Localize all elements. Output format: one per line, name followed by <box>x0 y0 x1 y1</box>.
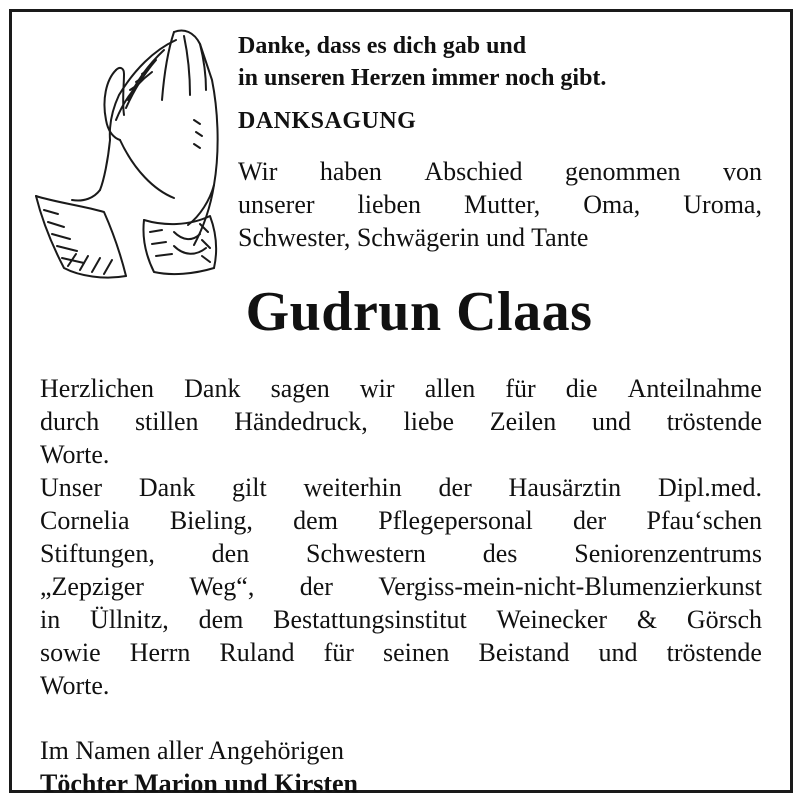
text-line <box>40 603 762 636</box>
word: & <box>636 605 658 634</box>
word: dem <box>198 605 244 634</box>
word: für <box>323 638 354 667</box>
word: Vergiss-mein-nicht-Blumenzierkunst <box>378 572 762 601</box>
word: gilt <box>232 473 267 502</box>
word: für <box>505 374 536 403</box>
word: der <box>299 572 333 601</box>
text-line <box>40 504 762 537</box>
text-line <box>238 221 762 254</box>
word: der <box>573 506 607 535</box>
word: genommen <box>565 157 681 186</box>
paragraph-1 <box>40 372 762 471</box>
word: „Zepziger <box>40 572 144 601</box>
word: Unser <box>40 473 103 502</box>
word: Görsch <box>686 605 762 634</box>
word: Abschied <box>424 157 523 186</box>
word: haben <box>319 157 382 186</box>
word: Dank <box>138 473 196 502</box>
word: von <box>722 157 762 186</box>
word: seinen <box>383 638 450 667</box>
text-line <box>40 471 762 504</box>
text-line <box>40 570 762 603</box>
word: unserer <box>238 190 315 219</box>
word: Dank <box>184 374 241 403</box>
word: tröstende <box>666 407 762 436</box>
word: stillen <box>134 407 199 436</box>
word: Schwestern <box>306 539 426 568</box>
word: Anteilnahme <box>627 374 762 403</box>
word: Uroma, <box>683 190 762 219</box>
text-line <box>40 537 762 570</box>
word: Schwester, Schwägerin und Tante <box>238 223 589 252</box>
word: Mutter, <box>464 190 541 219</box>
word: tröstende <box>666 638 762 667</box>
word: sagen <box>270 374 330 403</box>
word: den <box>211 539 250 568</box>
text-line <box>40 405 762 438</box>
text-line <box>238 188 762 221</box>
word: Herrn <box>129 638 191 667</box>
word: Wir <box>238 157 278 186</box>
spacer <box>40 702 762 734</box>
text-line <box>40 372 762 405</box>
word: Cornelia <box>40 506 130 535</box>
thanks-body <box>40 372 762 800</box>
motto-line: Danke, dass es dich gab und <box>238 33 527 59</box>
word: Ruland <box>219 638 295 667</box>
text-line <box>238 155 762 188</box>
word: Hausärztin <box>508 473 622 502</box>
word: Oma, <box>583 190 641 219</box>
word: liebe <box>403 407 455 436</box>
word: Bieling, <box>169 506 253 535</box>
heading-danksagung: DANKSAGUNG <box>238 108 417 134</box>
word: Pfau‘schen <box>646 506 762 535</box>
word: Beistand <box>478 638 570 667</box>
word: wir <box>359 374 395 403</box>
word: Üllnitz, <box>90 605 169 634</box>
word: und <box>598 638 638 667</box>
word: Weinecker <box>496 605 608 634</box>
intro-text <box>238 155 762 254</box>
word: Dipl.med. <box>657 473 762 502</box>
signature <box>40 734 762 800</box>
word: weiterhin <box>303 473 402 502</box>
deceased-name: Gudrun Claas <box>245 281 593 343</box>
word: lieben <box>357 190 422 219</box>
word: und <box>591 407 631 436</box>
text-line <box>40 438 762 471</box>
word: Seniorenzentrums <box>574 539 762 568</box>
word: der <box>438 473 472 502</box>
word: die <box>565 374 598 403</box>
word: Worte. <box>40 671 110 700</box>
praying-hands-icon <box>24 20 232 288</box>
motto <box>238 30 606 94</box>
word: Weg“, <box>189 572 255 601</box>
word: in <box>40 605 61 634</box>
word: Worte. <box>40 440 110 469</box>
word: dem <box>293 506 338 535</box>
text-line <box>40 669 762 702</box>
word: allen <box>424 374 476 403</box>
word: Händedruck, <box>234 407 368 436</box>
word: des <box>482 539 518 568</box>
paragraph-2 <box>40 471 762 702</box>
signers-line: Töchter Marion und Kirsten <box>40 769 359 798</box>
word: Bestattungsinstitut <box>273 605 467 634</box>
motto-line: in unseren Herzen immer noch gibt. <box>238 65 607 91</box>
word: Stiftungen, <box>40 539 155 568</box>
word: sowie <box>40 638 101 667</box>
word: Pflegepersonal <box>378 506 533 535</box>
word: Herzlichen <box>40 374 155 403</box>
text-line <box>40 636 762 669</box>
word: durch <box>40 407 100 436</box>
closing-line: Im Namen aller Angehörigen <box>40 736 344 765</box>
word: Zeilen <box>489 407 557 436</box>
